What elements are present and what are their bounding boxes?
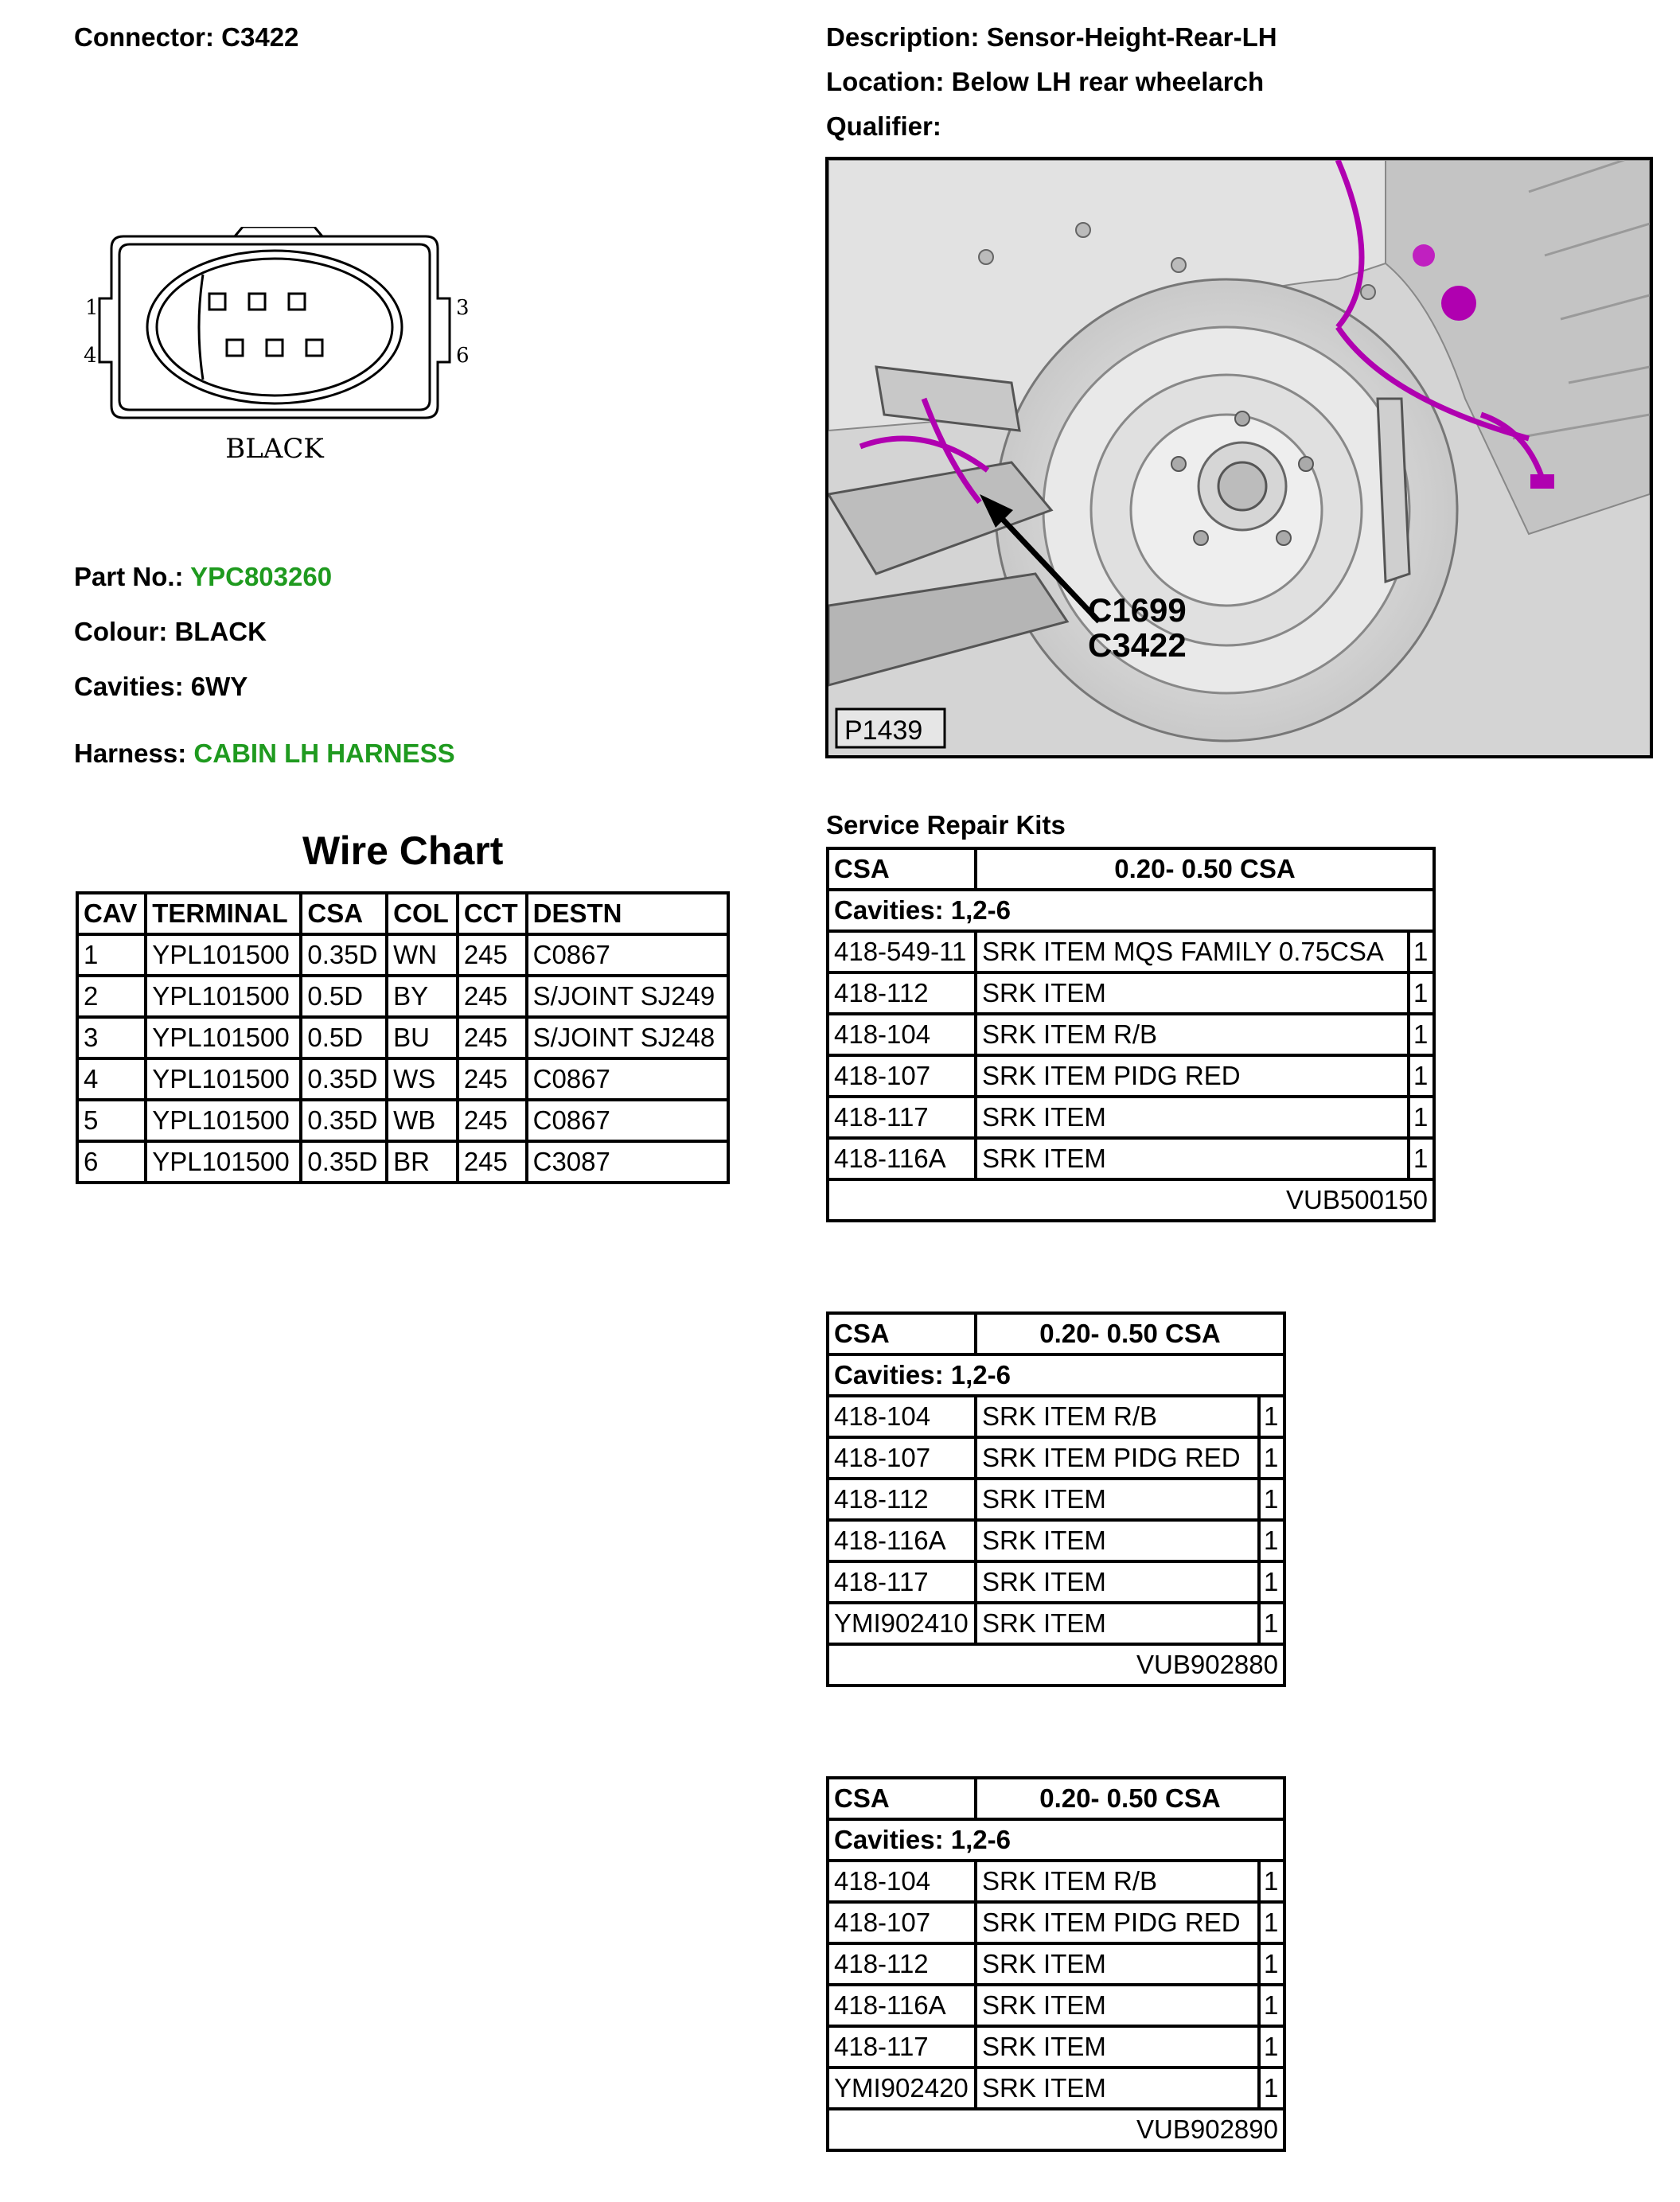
kit-item-row	[828, 1479, 1284, 1520]
wire-chart-cell: 245	[458, 934, 527, 976]
kit-item-part: YMI902410	[828, 1603, 976, 1644]
wire-chart-cell: 245	[458, 976, 527, 1017]
photo-ref: P1439	[844, 715, 923, 746]
kit-item-qty: 1	[1409, 1138, 1434, 1179]
kit-item-qty: 1	[1409, 931, 1434, 972]
wire-chart-row	[77, 1058, 728, 1100]
kit-item-row	[828, 1396, 1284, 1437]
wire-chart-row	[77, 934, 728, 976]
kit-item-part: 418-104	[828, 1014, 976, 1055]
wire-chart-header: CCT	[458, 893, 527, 934]
connector-colour-caption: BLACK	[225, 433, 324, 465]
wire-chart-row	[77, 1100, 728, 1141]
wire-chart-cell: YPL101500	[146, 1100, 301, 1141]
wire-chart-cell: WN	[387, 934, 458, 976]
kit-item-row	[828, 1138, 1434, 1179]
qualifier: Qualifier:	[826, 111, 941, 141]
kit-item-qty: 1	[1259, 1561, 1284, 1603]
wire-chart-cell: 0.35D	[301, 1141, 387, 1183]
kit-number-row	[828, 1644, 1284, 1686]
kit-number-row	[828, 1179, 1434, 1221]
kit-item-desc: SRK ITEM PIDG RED	[976, 1437, 1259, 1479]
kit-csa-row	[828, 1313, 1284, 1354]
kit-item-row	[828, 1520, 1284, 1561]
kit-item-qty: 1	[1259, 1943, 1284, 1985]
kit-item-qty: 1	[1259, 2026, 1284, 2068]
kit-item-part: 418-104	[828, 1861, 976, 1902]
kit-item-qty: 1	[1259, 1437, 1284, 1479]
kit-csa-value: 0.20- 0.50 CSA	[976, 848, 1434, 890]
kit-item-desc: SRK ITEM	[976, 1985, 1259, 2026]
kit-cavities: Cavities: 1,2-6	[828, 890, 1434, 931]
kit-item-desc: SRK ITEM	[976, 1561, 1259, 1603]
kit-item-desc: SRK ITEM R/B	[976, 1396, 1259, 1437]
service-repair-kit-table	[826, 1311, 1286, 1687]
wire-chart-row	[77, 976, 728, 1017]
wire-chart-cell: 245	[458, 1141, 527, 1183]
kit-item-part: 418-116A	[828, 1985, 976, 2026]
kit-item-row	[828, 1055, 1434, 1097]
kit-item-row	[828, 1561, 1284, 1603]
kit-item-desc: SRK ITEM PIDG RED	[976, 1055, 1409, 1097]
kit-item-row	[828, 931, 1434, 972]
kit-item-row	[828, 1014, 1434, 1055]
wire-chart-header: COL	[387, 893, 458, 934]
wire-chart-cell: 2	[77, 976, 146, 1017]
kit-item-desc: SRK ITEM PIDG RED	[976, 1902, 1259, 1943]
kit-item-qty: 1	[1259, 1396, 1284, 1437]
kit-item-part: 418-104	[828, 1396, 976, 1437]
wheelarch-illustration	[828, 160, 1650, 755]
wire-chart-cell: BY	[387, 976, 458, 1017]
kit-item-row	[828, 2068, 1284, 2109]
service-repair-kits-title: Service Repair Kits	[826, 810, 1066, 840]
kit-item-part: 418-549-11	[828, 931, 976, 972]
kit-item-row	[828, 1097, 1434, 1138]
kit-item-qty: 1	[1259, 1902, 1284, 1943]
kit-cavities-row	[828, 1819, 1284, 1861]
kit-number: VUB902880	[828, 1644, 1284, 1686]
callout-c3422: C3422	[1088, 626, 1187, 664]
kit-item-part: 418-112	[828, 1943, 976, 1985]
wire-chart-row	[77, 1141, 728, 1183]
pin-label-3: 3	[456, 296, 470, 320]
kit-item-qty: 1	[1259, 1479, 1284, 1520]
kit-item-part: 418-112	[828, 972, 976, 1014]
location-photo	[825, 157, 1653, 758]
kit-item-desc: SRK ITEM	[976, 1520, 1259, 1561]
harness-link[interactable]: CABIN LH HARNESS	[193, 739, 455, 768]
wire-chart-header: DESTN	[527, 893, 728, 934]
kit-item-part: 418-116A	[828, 1520, 976, 1561]
kit-item-row	[828, 1985, 1284, 2026]
cavities: Cavities: 6WY	[74, 672, 248, 701]
wire-chart-cell: C0867	[527, 1058, 728, 1100]
wire-chart-cell: 0.5D	[301, 976, 387, 1017]
kit-item-row	[828, 1603, 1284, 1644]
kit-item-row	[828, 1437, 1284, 1479]
kit-item-desc: SRK ITEM	[976, 1138, 1409, 1179]
pin-label-1: 1	[85, 296, 99, 320]
kit-csa-row	[828, 848, 1434, 890]
wire-chart-cell: 0.35D	[301, 1058, 387, 1100]
service-repair-kit-table	[826, 847, 1436, 1222]
wire-chart-cell: YPL101500	[146, 934, 301, 976]
wire-chart-cell: 245	[458, 1017, 527, 1058]
kit-item-desc: SRK ITEM R/B	[976, 1861, 1259, 1902]
wire-chart-cell: 3	[77, 1017, 146, 1058]
kit-csa-value: 0.20- 0.50 CSA	[976, 1778, 1284, 1819]
pin-label-6: 6	[456, 344, 470, 368]
kit-item-desc: SRK ITEM	[976, 1097, 1409, 1138]
wire-chart-cell: 0.35D	[301, 1100, 387, 1141]
kit-number: VUB902890	[828, 2109, 1284, 2150]
wire-chart-cell: S/JOINT SJ249	[527, 976, 728, 1017]
wire-chart-cell: BU	[387, 1017, 458, 1058]
kit-item-qty: 1	[1409, 972, 1434, 1014]
wire-chart-title: Wire Chart	[302, 828, 504, 873]
wire-chart-cell: YPL101500	[146, 1017, 301, 1058]
kit-cavities-row	[828, 890, 1434, 931]
kit-item-row	[828, 1943, 1284, 1985]
kit-item-part: 418-117	[828, 1097, 976, 1138]
kit-cavities: Cavities: 1,2-6	[828, 1354, 1284, 1396]
kit-item-part: 418-117	[828, 1561, 976, 1603]
description: Description: Sensor-Height-Rear-LH	[826, 22, 1277, 52]
wire-chart-cell: WB	[387, 1100, 458, 1141]
wire-chart-table	[76, 891, 730, 1184]
kit-item-part: 418-116A	[828, 1138, 976, 1179]
wire-chart-cell: YPL101500	[146, 1058, 301, 1100]
wire-chart-cell: 1	[77, 934, 146, 976]
kit-item-qty: 1	[1259, 1985, 1284, 2026]
kit-item-part: 418-107	[828, 1902, 976, 1943]
kit-item-part: 418-117	[828, 2026, 976, 2068]
kit-item-desc: SRK ITEM	[976, 2068, 1259, 2109]
kit-number-row	[828, 2109, 1284, 2150]
wire-chart-cell: 0.35D	[301, 934, 387, 976]
kit-csa-label: CSA	[828, 848, 976, 890]
wire-chart-cell: C0867	[527, 1100, 728, 1141]
kit-number: VUB500150	[828, 1179, 1434, 1221]
kit-item-qty: 1	[1409, 1055, 1434, 1097]
part-number: Part No.: YPC803260	[74, 562, 333, 591]
wire-chart-cell: 245	[458, 1100, 527, 1141]
kit-item-desc: SRK ITEM MQS FAMILY 0.75CSA	[976, 931, 1409, 972]
kit-cavities: Cavities: 1,2-6	[828, 1819, 1284, 1861]
service-repair-kit-table	[826, 1776, 1286, 2152]
wire-chart-cell: S/JOINT SJ248	[527, 1017, 728, 1058]
kit-item-part: 418-112	[828, 1479, 976, 1520]
kit-item-desc: SRK ITEM	[976, 1479, 1259, 1520]
kit-item-desc: SRK ITEM	[976, 2026, 1259, 2068]
wire-chart-cell: 245	[458, 1058, 527, 1100]
wire-chart-cell: BR	[387, 1141, 458, 1183]
wire-chart-header: CSA	[301, 893, 387, 934]
kit-csa-label: CSA	[828, 1778, 976, 1819]
wire-chart-header: TERMINAL	[146, 893, 301, 934]
kit-item-row	[828, 2026, 1284, 2068]
wire-chart-cell: C0867	[527, 934, 728, 976]
connector-label: Connector: C3422	[74, 22, 299, 52]
kit-item-desc: SRK ITEM	[976, 1603, 1259, 1644]
wire-chart-cell: 5	[77, 1100, 146, 1141]
part-number-link[interactable]: YPC803260	[190, 562, 333, 591]
kit-item-qty: 1	[1259, 2068, 1284, 2109]
location: Location: Below LH rear wheelarch	[826, 67, 1265, 96]
kit-item-desc: SRK ITEM	[976, 1943, 1259, 1985]
kit-item-part: 418-107	[828, 1437, 976, 1479]
kit-csa-value: 0.20- 0.50 CSA	[976, 1313, 1284, 1354]
kit-item-qty: 1	[1409, 1097, 1434, 1138]
wire-chart-cell: 0.5D	[301, 1017, 387, 1058]
kit-item-desc: SRK ITEM	[976, 972, 1409, 1014]
connector-face-diagram	[76, 227, 489, 481]
kit-item-part: YMI902420	[828, 2068, 976, 2109]
wire-chart-cell: 4	[77, 1058, 146, 1100]
callout-c1699: C1699	[1088, 591, 1187, 629]
kit-item-qty: 1	[1409, 1014, 1434, 1055]
kit-csa-label: CSA	[828, 1313, 976, 1354]
wire-chart-cell: 6	[77, 1141, 146, 1183]
wire-chart-cell: WS	[387, 1058, 458, 1100]
kit-item-part: 418-107	[828, 1055, 976, 1097]
wire-chart-cell: YPL101500	[146, 1141, 301, 1183]
kit-item-qty: 1	[1259, 1603, 1284, 1644]
pin-label-4: 4	[84, 344, 97, 368]
kit-item-row	[828, 972, 1434, 1014]
kit-item-desc: SRK ITEM R/B	[976, 1014, 1409, 1055]
wire-chart-row	[77, 1017, 728, 1058]
kit-item-qty: 1	[1259, 1520, 1284, 1561]
kit-item-row	[828, 1902, 1284, 1943]
kit-csa-row	[828, 1778, 1284, 1819]
kit-item-qty: 1	[1259, 1861, 1284, 1902]
kit-item-row	[828, 1861, 1284, 1902]
wire-chart-header: CAV	[77, 893, 146, 934]
harness: Harness: CABIN LH HARNESS	[74, 739, 455, 768]
colour: Colour: BLACK	[74, 617, 267, 646]
kit-cavities-row	[828, 1354, 1284, 1396]
wire-chart-cell: C3087	[527, 1141, 728, 1183]
wire-chart-cell: YPL101500	[146, 976, 301, 1017]
